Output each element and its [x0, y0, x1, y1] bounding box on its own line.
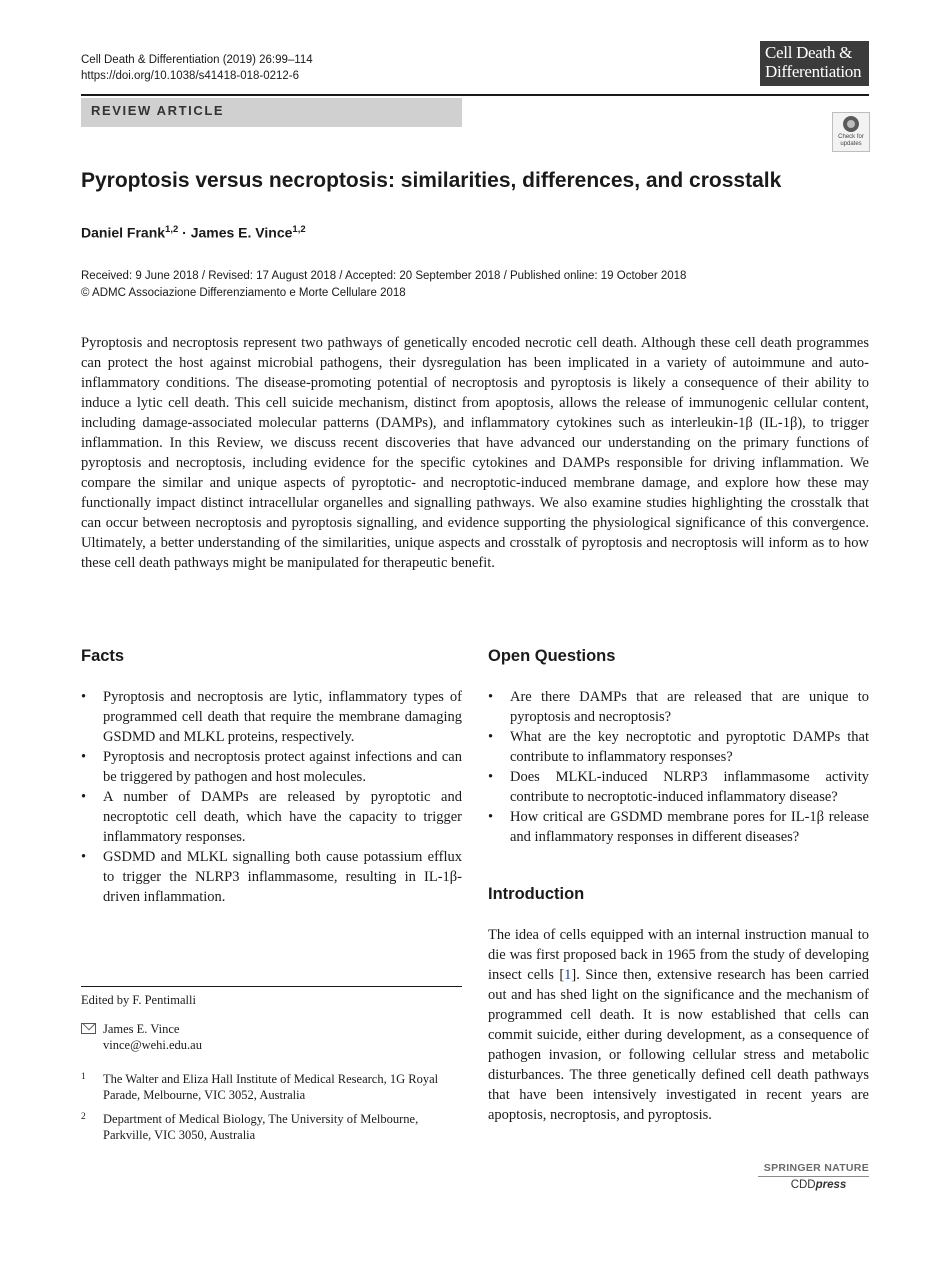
list-item: • What are the key necroptotic and pyroptotic DAMPs that contribute to inflammatory responses? [488, 727, 869, 767]
doi-link[interactable]: https://doi.org/10.1038/s41418-018-0212-6 [81, 70, 300, 82]
list-item: • Are there DAMPs that are released that are unique to pyroptosis and necroptosis? [488, 687, 869, 727]
article-title: Pyroptosis versus necroptosis: similarities, differences, and crosstalk [81, 169, 782, 192]
article-type-banner [81, 98, 462, 127]
citation-link[interactable]: 1 [564, 967, 572, 983]
author-separator: · [178, 224, 191, 241]
envelope-icon [81, 1023, 96, 1034]
corresponding-author-email[interactable]: vince@wehi.edu.au [103, 1038, 202, 1052]
footnote-rule [81, 986, 462, 987]
springer-nature-wordmark: SPRINGER NATURE [763, 1162, 869, 1174]
journal-logo-line2: Differentiation [765, 62, 862, 81]
publication-dates: Received: 9 June 2018 / Revised: 17 August 2018 / Accepted: 20 September 2018 / Published online: 19 October 2018 [81, 270, 687, 282]
check-updates-label: Check for updates [838, 134, 864, 147]
introduction-paragraph [488, 925, 869, 1125]
author-affiliation-marker: 1,2 [165, 224, 179, 235]
journal-citation: Cell Death & Differentiation (2019) 26:99–114 [81, 54, 313, 66]
list-item: • GSDMD and MLKL signalling both cause potassium efflux to trigger the NLRP3 inflammasome, resulting in IL-1β-driven inflammation. [81, 847, 462, 907]
cdd-prefix: CDD [790, 1179, 816, 1191]
list-item: • Pyroptosis and necroptosis are lytic, inflammatory types of programmed cell death that require the membrane damaging GSDMD and MLKL proteins, respectively. [81, 687, 462, 747]
copyright-notice: © ADMC Associazione Differenziamento e Morte Cellulare 2018 [81, 287, 406, 299]
cdd-suffix: press [815, 1179, 847, 1191]
publisher-rule [758, 1176, 869, 1177]
journal-logo [760, 41, 869, 86]
list-item: • Does MLKL-induced NLRP3 inflammasome activity contribute to necroptotic-induced inflammatory disease? [488, 767, 869, 807]
author-name[interactable]: James E. Vince [190, 224, 293, 241]
affiliation-text: The Walter and Eliza Hall Institute of Medical Research, 1G Royal Parade, Melbourne, VIC 3052, Australia [103, 1072, 439, 1102]
journal-logo-line1: Cell Death & [765, 43, 853, 62]
check-updates-icon [843, 116, 859, 132]
list-item: • How critical are GSDMD membrane pores for IL-1β release and inflammatory responses in different diseases? [488, 807, 869, 847]
publication-history [81, 268, 686, 302]
open-questions-heading: Open Questions [488, 647, 616, 665]
list-item: • A number of DAMPs are released by pyroptotic and necroptotic cell death, which have the capacity to trigger inflammatory responses. [81, 787, 462, 847]
author-list [81, 220, 306, 243]
corresponding-author-name: James E. Vince [103, 1022, 180, 1036]
open-questions-list [488, 687, 869, 847]
facts-list [81, 687, 462, 907]
journal-reference [81, 52, 313, 84]
affiliation-text: Department of Medical Biology, The University of Melbourne, Parkville, VIC 3050, Australia [103, 1112, 419, 1142]
cdd-press-wordmark [758, 1178, 869, 1192]
affiliation-number: 1 [81, 1072, 86, 1082]
check-for-updates-badge[interactable] [832, 112, 870, 152]
affiliation-number: 2 [81, 1112, 86, 1122]
article-type-label: REVIEW ARTICLE [91, 103, 225, 118]
introduction-text: ]. Since then, extensive research has been carried out and has shed light on the significance and the mechanism of programmed cell death. It is now established that cells can commit suicide, either during development, as a consequence of pathogen invasion, or following cellular stress and metabolic disturbances. The three genetically defined cell death pathways that have been intensively investigated in recent years are apoptosis, necroptosis, and pyroptosis. [488, 967, 869, 1123]
facts-heading: Facts [81, 647, 125, 665]
introduction-text: The idea of cells equipped with an internal instruction manual to die was first proposed back in 1965 from the study of developing insect cells [ [488, 927, 869, 983]
abstract: Pyroptosis and necroptosis represent two pathways of genetically encoded necrotic cell death. Although these cell death programmes can protect the host against microbial pathogens, their dysregulation has been implicated in a variety of autoimmune and auto-inflammatory conditions. The disease-promoting potential of necroptosis and pyroptosis is likely a consequence of their ability to induce a lytic cell death. This cell suicide mechanism, distinct from apoptosis, allows the release of immunogenic cellular content, including damage-associated molecular patterns (DAMPs), and inflammatory cytokines such as interleukin-1β (IL-1β), to trigger inflammation. In this Review, we discuss recent discoveries that have advanced our understanding on the primary functions of pyroptosis and necroptosis, including evidence for the specific cytokines and DAMPs responsible for driving inflammation. We compare the similar and unique aspects of pyroptotic- and necroptotic-induced membrane damage, and explore how these may functionally impact distinct intracellular organelles and signalling pathways. We also examine studies highlighting the crosstalk that can occur between necroptosis and pyroptosis signalling, and evidence supporting the physiological significance of this convergence. Ultimately, a better understanding of the similarities, unique aspects and crosstalk of pyroptosis and necroptosis will inform as to how these cell death pathways might be manipulated for therapeutic benefit. [81, 335, 869, 571]
edited-by: Edited by F. Pentimalli [81, 993, 196, 1007]
list-item: • Pyroptosis and necroptosis protect against infections and can be triggered by pathogen and host molecules. [81, 747, 462, 787]
publisher-logo [758, 1162, 869, 1192]
author-affiliation-marker: 1,2 [292, 224, 306, 235]
introduction-heading: Introduction [488, 885, 585, 903]
header-rule [81, 94, 869, 96]
author-name[interactable]: Daniel Frank [81, 224, 166, 241]
